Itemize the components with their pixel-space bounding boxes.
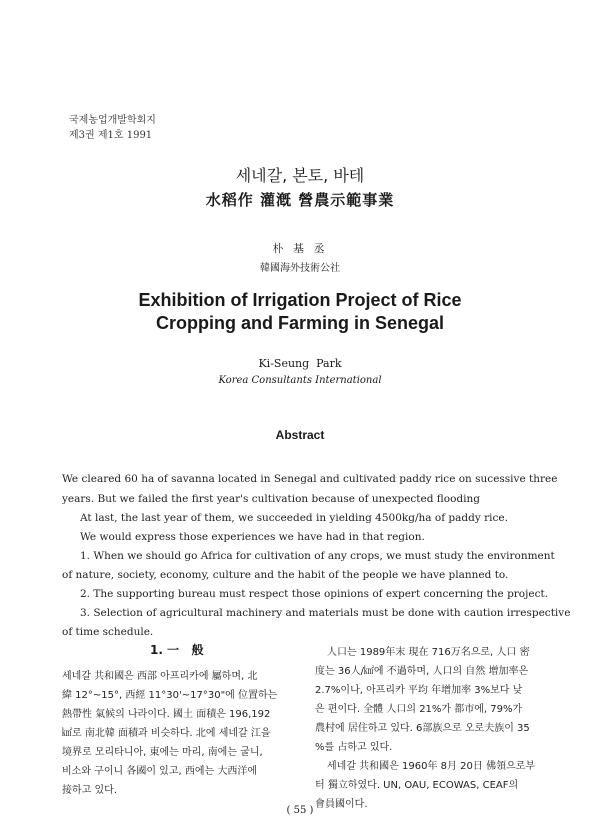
left-column-line: 境界로 모리타니아, 東에는 마리, 南에는 굴니,	[62, 747, 263, 758]
section-heading: 1. 一 般	[150, 643, 204, 657]
journal-info	[69, 113, 156, 143]
korean-title-line2: 水稻作 灌漑 營農示範事業	[205, 191, 395, 209]
affiliation-korean: 韓國海外技術公社	[260, 263, 340, 274]
right-column-line: 人口는 1989年末 現在 716万名으로, 人口 密	[327, 647, 530, 658]
abstract-line: We would express those experiences we have had in that region.	[80, 531, 425, 543]
journal-volume: 제3권 제1호 1991	[69, 130, 153, 141]
english-title	[0, 289, 600, 335]
right-column-line: 터 獨立하였다. UN, OAU, ECOWAS, CEAF의	[315, 780, 519, 791]
abstract-line: of nature, society, economy, culture and the habit of the people we have planned to.	[62, 569, 509, 581]
right-column-line: 度는 36人/㎢에 不過하며, 人口의 自然 增加率은	[315, 666, 529, 677]
abstract-line: At last, the last year of them, we succeeded in yielding 4500kg/ha of paddy rice.	[80, 512, 508, 524]
right-column-line: 2.7%이나, 아프리카 平均 年增加率 3%보다 낮	[315, 685, 523, 696]
author-english: Ki-Seung Park	[258, 357, 342, 370]
right-column-line: 農村에 居住하고 있다. 6部族으로 오로夫族이 35	[315, 723, 530, 734]
right-column-line: 은 편이다. 全體 人口의 21%가 都市에, 79%가	[315, 704, 523, 715]
abstract-line: years. But we failed the first year's cultivation because of unexpected flooding	[62, 493, 481, 505]
abstract-line: 1. When we should go Africa for cultivation of any crops, we must study the environment	[80, 550, 555, 562]
english-title-line1: Exhibition of Irrigation Project of Rice	[138, 290, 462, 310]
author-korean: 朴 基 丞	[272, 242, 328, 255]
abstract-heading: Abstract	[275, 428, 325, 442]
left-column-line: ㎢로 南北韓 面積과 비슷하다. 北에 세네갈 江을	[62, 728, 271, 739]
journal-name: 국제농업개발학회지	[69, 115, 156, 126]
english-title-line2: Cropping and Farming in Senegal	[155, 313, 445, 333]
left-column-line: 緯 12°~15°, 西經 11°30'~17°30"에 位置하는	[62, 690, 278, 701]
left-column-line: 비소와 구이니 各國이 있고, 西에는 大西洋에	[62, 766, 257, 777]
affiliation-english: Korea Consultants International	[218, 375, 382, 386]
abstract-line: of time schedule.	[62, 626, 154, 638]
left-column-line: 接하고 있다.	[62, 785, 117, 796]
abstract-line: 3. Selection of agricultural machinery and materials must be done with caution irrespective	[80, 607, 571, 619]
page-number: ( 55 )	[286, 805, 314, 816]
right-column-line: 세네갈 共和國은 1960年 8月 20日 佛領으로부	[327, 761, 536, 772]
right-column-line: 會員國이다.	[315, 799, 368, 810]
abstract-line: 2. The supporting bureau must respect those opinions of expert concerning the project.	[80, 588, 549, 600]
left-column-line: 熱帶性 氣候의 나라이다. 國土 面積은 196,192	[62, 709, 271, 720]
korean-title-line1: 세네갈, 본토, 바테	[235, 166, 365, 185]
right-column-line: %를 占하고 있다.	[315, 742, 393, 753]
abstract-line: We cleared 60 ha of savanna located in Senegal and cultivated paddy rice on sucessive three	[62, 473, 558, 485]
left-column-line: 세네갈 共和國은 西部 아프리카에 屬하며, 北	[62, 671, 258, 682]
